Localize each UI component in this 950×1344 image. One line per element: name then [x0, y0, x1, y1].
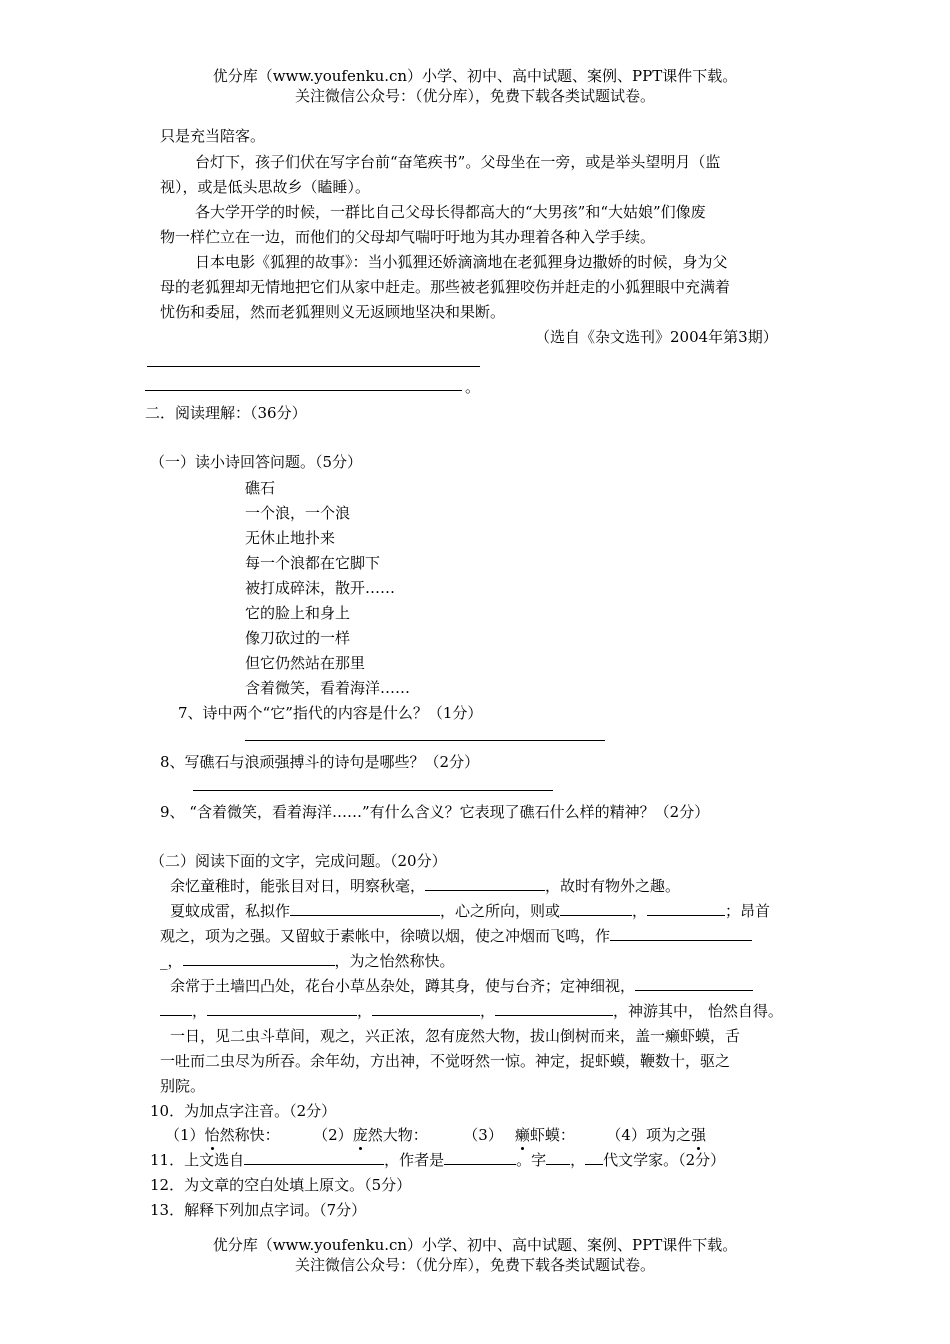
- text-segment: ，为之怡然称快。: [334, 952, 455, 970]
- text-segment: 余忆童稚时，能张目对日，明察秋毫，: [170, 877, 426, 895]
- text-segment: ，: [632, 902, 648, 920]
- fill-blank[interactable]: [244, 1150, 384, 1165]
- passage-line: 只是充当陪客。: [160, 127, 266, 145]
- fill-blank[interactable]: [610, 926, 752, 941]
- text-line: [160, 1001, 783, 1021]
- fill-blank[interactable]: [207, 1001, 357, 1016]
- question-10-items: [165, 1125, 706, 1145]
- text-segment: ，心之所向，则或: [440, 902, 561, 920]
- text-segment: 夏蚊成雷，私拟作: [170, 902, 291, 920]
- text-segment: 代文学家。（2分）: [603, 1151, 726, 1169]
- fill-blank[interactable]: [546, 1150, 570, 1165]
- item-number: （1）: [165, 1126, 205, 1144]
- poem-line: 像刀砍过的一样: [245, 629, 351, 647]
- header-line-2: 关注微信公众号：（优分库），免费下载各类试题试卷。: [294, 87, 655, 105]
- fill-blank[interactable]: [560, 901, 632, 916]
- poem-title: 礁石: [245, 479, 276, 497]
- answer-line: [245, 740, 605, 741]
- part2-title: （二）阅读下面的文字，完成问题。（20分）: [150, 852, 447, 870]
- text-segment: ，: [570, 1151, 586, 1169]
- text-segment: ，: [357, 1002, 373, 1020]
- fill-blank[interactable]: [372, 1001, 480, 1016]
- fill-blank[interactable]: [444, 1150, 516, 1165]
- item-text: 然大物：: [367, 1126, 428, 1144]
- passage-line: 日本电影《狐狸的故事》：当小狐狸还娇滴滴地在老狐狸身边撒娇的时候，身为父: [195, 253, 728, 271]
- question-9: 9、 “含着微笑，看着海洋……”有什么含义？它表现了礁石什么样的精神？（2分）: [160, 803, 710, 821]
- poem-line: 无休止地扑来: [245, 529, 336, 547]
- item-number: （2）: [313, 1126, 353, 1144]
- poem-line: 但它仍然站在那里: [245, 654, 366, 672]
- fill-blank[interactable]: [647, 901, 725, 916]
- passage-line: 忧伤和委屈，然而老狐狸则义无返顾地坚决和果断。: [160, 303, 506, 321]
- answer-line: [193, 790, 553, 791]
- passage-source: （选自《杂文选刊》2004年第3期）: [535, 328, 778, 346]
- text-segment: 11．上文选自: [150, 1151, 245, 1169]
- footer-line-2: 关注微信公众号：（优分库），免费下载各类试题试卷。: [294, 1256, 655, 1274]
- footer-line-1: 优分库（www.youfenku.cn）小学、初中、高中试题、案例、PPT课件下载。: [212, 1236, 738, 1254]
- text-line: [160, 951, 455, 971]
- text-segment: _，: [160, 952, 183, 970]
- text-segment: ，神游其中， 怡然自得。: [613, 1002, 783, 1020]
- text-line: 别院。: [160, 1077, 206, 1095]
- text-segment: 。字: [516, 1151, 547, 1169]
- question-11: [150, 1150, 725, 1170]
- text-segment: 余常于土墙凹凸处，花台小草丛杂处，蹲其身，使与台齐；定神细视，: [170, 977, 636, 995]
- text-line: [160, 926, 752, 946]
- text-line: [170, 901, 770, 921]
- item-number: （3）: [463, 1126, 503, 1144]
- poem-line: 含着微笑，看着海洋……: [245, 679, 411, 697]
- answer-period: 。: [465, 378, 481, 396]
- text-line: 一日，见二虫斗草间，观之，兴正浓，忽有庞然大物，拔山倒树而来，盖一癞虾蟆，舌: [170, 1027, 741, 1045]
- section-title: 二．阅读理解：（36分）: [145, 404, 307, 422]
- text-segment: ，故时有物外之趣。: [545, 877, 681, 895]
- text-segment: ，: [192, 1002, 208, 1020]
- fill-blank[interactable]: [635, 976, 753, 991]
- fill-blank[interactable]: [290, 901, 440, 916]
- passage-line: 母的老狐狸却无情地把它们从家中赶走。那些被老狐狸咬伤并赶走的小狐狸眼中充满着: [160, 278, 731, 296]
- fill-blank[interactable]: [425, 876, 545, 891]
- text-segment: ，作者是: [384, 1151, 445, 1169]
- fill-blank[interactable]: [495, 1001, 613, 1016]
- fill-blank[interactable]: [160, 1001, 192, 1016]
- passage-line: 物一样伫立在一边，而他们的父母却气喘吁吁地为其办理着各种入学手续。: [160, 228, 656, 246]
- header-line-1: 优分库（www.youfenku.cn）小学、初中、高中试题、案例、PPT课件下载。: [212, 67, 738, 85]
- question-7: 7、诗中两个“它”指代的内容是什么？（1分）: [178, 704, 483, 722]
- question-10: 10．为加点字注音。（2分）: [150, 1102, 337, 1120]
- item-text: 然称快：: [219, 1126, 280, 1144]
- poem-line: 它的脸上和身上: [245, 604, 351, 622]
- fill-blank[interactable]: [183, 951, 335, 966]
- question-13: 13．解释下列加点字词。（7分）: [150, 1201, 367, 1219]
- dotted-char: 强: [690, 1126, 706, 1144]
- text-segment: 观之，项为之强。又留蚊于素帐中，徐喷以烟，使之冲烟而飞鸣，作: [160, 927, 611, 945]
- poem-line: 每一个浪都在它脚下: [245, 554, 381, 572]
- answer-line: [145, 390, 462, 391]
- text-line: [170, 876, 680, 896]
- text-line: 一吐而二虫尽为所吞。余年幼，方出神，不觉呀然一惊。神定，捉虾蟆，鞭数十，驱之: [160, 1052, 731, 1070]
- text-segment: ，: [480, 1002, 496, 1020]
- part1-title: （一）读小诗回答问题。（5分）: [150, 453, 363, 471]
- answer-line: [147, 366, 480, 367]
- question-12: 12．为文章的空白处填上原文。（5分）: [150, 1176, 412, 1194]
- fill-blank[interactable]: [585, 1150, 603, 1165]
- passage-line: 视），或是低头思故乡（瞌睡）。: [160, 178, 371, 196]
- text-line: [170, 976, 753, 996]
- question-8: 8、写礁石与浪顽强搏斗的诗句是哪些？（2分）: [160, 753, 480, 771]
- passage-line: 台灯下，孩子们伏在写字台前“奋笔疾书”。父母坐在一旁，或是举头望明月（监: [195, 153, 721, 171]
- item-number: （4）项为之: [606, 1126, 691, 1144]
- dotted-char: 癞: [514, 1126, 530, 1144]
- item-text: 虾蟆：: [529, 1126, 575, 1144]
- text-segment: ；昂首: [725, 902, 771, 920]
- passage-line: 各大学开学的时候，一群比自己父母长得都高大的“大男孩”和“大姑娘”们像废: [195, 203, 706, 221]
- dotted-char: 庞: [352, 1126, 368, 1144]
- poem-line: 一个浪，一个浪: [245, 504, 351, 522]
- dotted-char: 怡: [204, 1126, 220, 1144]
- poem-line: 被打成碎沫，散开……: [245, 579, 396, 597]
